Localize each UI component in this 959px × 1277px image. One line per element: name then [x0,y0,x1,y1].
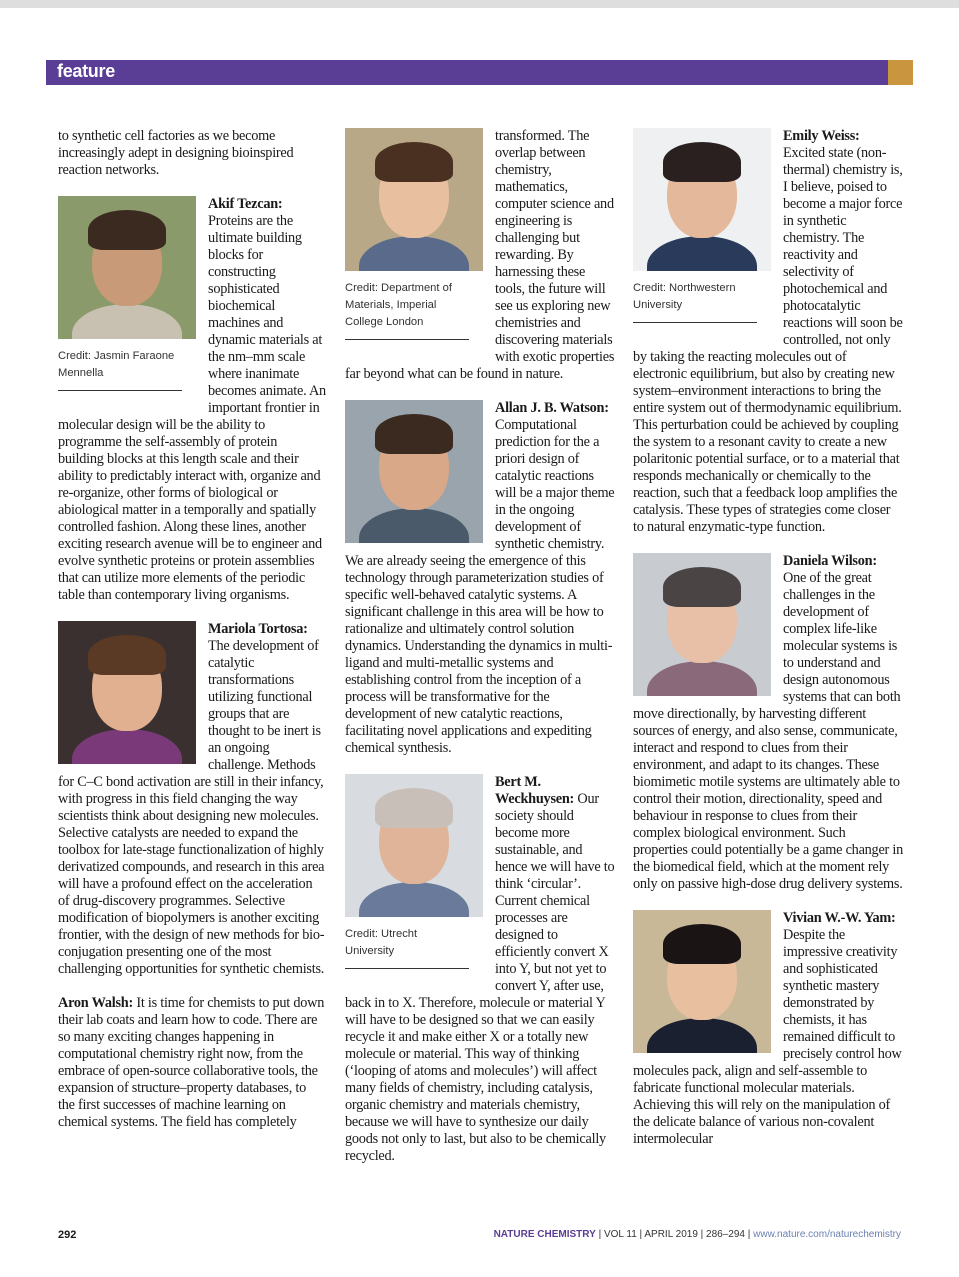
photo-body [72,729,182,764]
photo-body [359,508,469,543]
issue-info: | VOL 11 | APRIL 2019 | 286–294 | [595,1229,754,1240]
column-3 [633,128,903,1165]
contributor-name: Daniela Wilson: [783,553,877,569]
contributor-figure [633,553,771,696]
contributor-name: Mariola Tortosa: [208,621,308,637]
journal-footer [494,1229,901,1240]
contributor-photo [633,128,771,271]
banner-tab [888,60,913,85]
photo-body [72,304,182,339]
contributor-figure [58,196,196,399]
photo-body [647,236,757,271]
contributor-figure [633,910,771,1053]
statement-text: Despite the impressive creativity and sophisticated synthetic mastery demonstrated by chemists, it has remained difficult to precisely control how molecules pack, align and self-assemble to fabricate functional molecular materials. Achieving this will rely on the manipulation of the delicate balance of various non-covalent intermolecular [633,927,902,1147]
contributor-statement [58,995,326,1131]
journal-url[interactable]: www.nature.com/naturechemistry [753,1229,901,1240]
contributor-figure [58,621,196,764]
contributor-name: Vivian W.-W. Yam: [783,910,896,926]
top-strip [0,0,959,8]
photo-hair [663,567,741,607]
photo-hair [663,924,741,964]
contributor-photo [58,196,196,339]
statement-text: Computational prediction for the a priori design of catalytic reactions will be a major theme in the ongoing development of synthetic chemistry. We are already seeing the emergence of this technology through parameterization studies of specific well-behaved catalytic systems. A significant challenge in this area will be how to rationalize and ultimately control solution dynamics. Understanding the dynamics in multi-ligand and multi-metallic systems and establishing control from the inception of a process will be transformative for the development of new catalytic reactions, facilitating novel applications and expediting chemical synthesis. [345,417,615,756]
statement-text: to synthetic cell factories as we become increasingly adept in designing bioinspired reaction networks. [58,128,294,178]
photo-body [647,1018,757,1053]
contributor-figure [633,128,771,331]
page-number: 292 [58,1229,77,1241]
contributor-name: Aron Walsh: [58,995,133,1011]
contributor-statement [345,774,616,1165]
photo-hair [375,142,453,182]
contributor-name: Allan J. B. Watson: [495,400,609,416]
statement-text: Excited state (non-thermal) chemistry is, I believe, poised to become a major force in synthetic chemistry. The reactivity and selectivity of photochemical and photocatalytic reactions will soon be controlled, not only by taking the reacting molecules out of electronic equilibrium, but also by creating new system–environment interactions to bring the entire system out of thermodynamic equilibrium. This perturbation could be achieved by coupling the system to a resonant cavity to create a new polaritonic potential surface, or to a material that responds mechanically or chemically to the reaction, such that a feedback loop amplifies the catalysis. These types of strategies come closer to natural enzymatic-type function. [633,145,903,535]
contributor-figure [345,128,483,348]
photo-credit: Credit: Department of Materials, Imperial College London [345,280,469,340]
statement-text: Proteins are the ultimate building blocks for constructing sophisticated biochemical machines and dynamic materials at the nm–mm scale where inanimate becomes animate. An important frontier in molecular design will be the ability to programme the self-assembly of protein building blocks at this length scale and their ability to predictably interact with, organize and re-organize, other forms of biological or abiological matter in a temporally and spatially controlled fashion. Along these lines, another exciting research avenue will be to engineer and evolve synthetic proteins or protein assemblies that can utilize more elements of the periodic table than contemporary living organisms. [58,213,326,603]
photo-hair [375,788,453,828]
contributor-figure [345,774,483,977]
contributor-statement [633,553,903,893]
statement-text: transformed. The overlap between chemistry, mathematics, computer science and engineering is challenging but rewarding. By harnessing these tools, the future will see us exploring new chemistries and discovering materials with exotic properties far beyond what can be found in nature. [345,128,615,382]
journal-name: NATURE CHEMISTRY [493,1229,596,1240]
contributor-name: Emily Weiss: [783,128,860,144]
contributor-statement [633,910,903,1148]
contributor-statement [633,128,903,536]
photo-body [359,236,469,271]
contributor-statement [58,621,326,978]
photo-body [359,882,469,917]
photo-body [647,661,757,696]
contributor-photo [633,553,771,696]
contributor-photo [345,774,483,917]
photo-hair [88,635,166,675]
photo-hair [88,210,166,250]
column-1 [58,128,326,1148]
photo-credit: Credit: Northwestern University [633,280,757,323]
section-banner [46,60,888,85]
contributor-figure [345,400,483,543]
photo-credit: Credit: Jasmin Faraone Mennella [58,348,182,391]
statement-text: It is time for chemists to put down their lab coats and learn how to code. There are so many exciting changes happening in computational chemistry right now, from the embrace of open-source collaborative tools, the expansion of structure–property databases, to the first successes of machine learning on chemical systems. The field has completely [58,995,325,1130]
photo-credit: Credit: Utrecht University [345,926,469,969]
contributor-photo [58,621,196,764]
photo-hair [663,142,741,182]
contributor-name: Akif Tezcan: [208,196,283,212]
contributor-photo [345,128,483,271]
contributor-photo [633,910,771,1053]
contributor-statement [58,196,326,604]
statement-text: The development of catalytic transformations utilizing functional groups that are thought to be inert is an ongoing challenge. Methods for C–C bond activation are still in their infancy, with progress in this field changing the way scientists think about designing new molecules. Selective catalysts are needed to expand the toolbox for late-stage functionalization of highly derivatized compounds, and research in this area will have a profound effect on the acceleration of drug-discovery programmes. Selective modification of biopolymers is another exciting frontier, with the design of new methods for bio-conjugation presenting one of the most challenging opportunities for synthetic chemists. [58,638,325,977]
statement-text: One of the great challenges in the development of complex life-like molecular systems is to understand and design autonomous systems that can both move directionally, by harvesting different sources of energy, and also sense, communicate, interact and respond to clues from their environment, and adapt to its changes. These biomimetic motile systems are ultimately able to control their motion, directionality, speed and behaviour in response to clues from their complex biological environment. Such properties could potentially be a game changer in the biomedical field, which at the moment rely only on passive high-dose drug delivery systems. [633,570,904,892]
article-text [345,128,616,383]
column-2 [345,128,616,1182]
contributor-name: Bert M. Weckhuysen: [495,774,575,807]
contributor-photo [345,400,483,543]
article-text [58,128,326,179]
contributor-statement [345,400,616,757]
statement-text: Our society should become more sustainable, and hence we will have to think ‘circular’. Current chemical processes are designed to efficiently convert X into Y, but not yet to convert Y, after use, back in to X. Therefore, molecule or material Y will have to be designed so that we can easily recycle it and make either X or a totally new molecule or material. This way of thinking (‘looping of atoms and molecules’) will affect many fields of chemistry, including catalysis, organic chemistry and materials chemistry, because we will have to synthesize our daily goods not only to last, but also to be chemically recycled. [345,791,615,1164]
section-label: feature [57,61,115,81]
photo-hair [375,414,453,454]
